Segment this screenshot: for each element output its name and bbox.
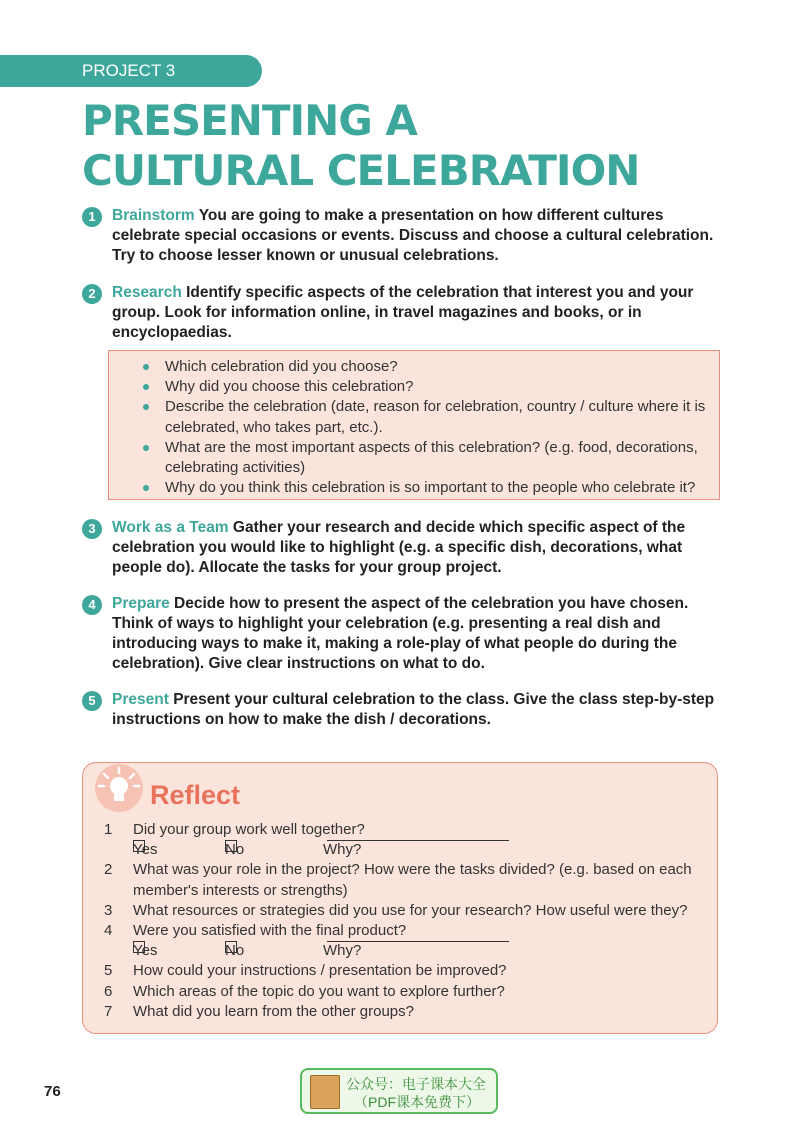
reflect-questions xyxy=(104,820,704,1022)
answer-line[interactable] xyxy=(327,941,509,942)
watermark-badge xyxy=(300,1068,498,1114)
list-item: 4 Were you satisfied with the final product? xyxy=(104,922,407,939)
page-title xyxy=(82,96,642,196)
lightbulb-icon xyxy=(92,762,146,812)
step-text: Decide how to present the aspect of the celebration you have chosen. Think of ways to highlight your celebration (e.g. presenting a real dish and introducing ways to make it, making a role-play of what people do during the celebration). Give clear instructions on what to do. xyxy=(112,595,689,672)
step-text: You are going to make a presentation on how different cultures celebrate special occasions or events. Discuss and choose a cultural celebration. Try to choose lesser known or unusual celebrations. xyxy=(112,207,714,264)
list-item: Which celebration did you choose? xyxy=(143,357,711,377)
step-keyword: Present xyxy=(112,691,169,708)
step-number: 5 xyxy=(82,691,102,711)
book-icon xyxy=(310,1075,340,1109)
bullet-icon xyxy=(143,485,149,491)
bullet-icon xyxy=(143,445,149,451)
list-item: Why do you think this celebration is so important to the people who celebrate it? xyxy=(143,478,711,498)
research-questions-box xyxy=(108,350,720,500)
list-item: 2 What was your role in the project? How were the tasks divided? (e.g. based on each member's interests or strengths) xyxy=(104,861,692,899)
step-number: 1 xyxy=(82,207,102,227)
step-number: 4 xyxy=(82,595,102,615)
step-keyword: Prepare xyxy=(112,595,170,612)
yes-no-why-row: Yes No Why? xyxy=(104,941,704,961)
bullet-icon xyxy=(143,384,149,390)
yes-no-why-row: Yes No Why? xyxy=(104,840,704,860)
step-text: Gather your research and decide which specific aspect of the celebration you would like to highlight (e.g. a specific dish, decorations, what people do). Allocate the tasks for your group project. xyxy=(112,519,686,576)
step-number: 2 xyxy=(82,284,102,304)
watermark-line: 公众号：电子课本大全 xyxy=(346,1076,486,1092)
list-item: 6 Which areas of the topic do you want to explore further? xyxy=(104,982,505,1000)
step-present xyxy=(82,690,722,730)
reflect-title: Reflect xyxy=(150,780,241,810)
bullet-icon xyxy=(143,404,149,410)
step-text: Present your cultural celebration to the class. Give the class step-by-step instructions on how to make the dish / decorations. xyxy=(112,691,715,728)
project-label: PROJECT 3 xyxy=(0,55,262,87)
list-item: Describe the celebration (date, reason for celebration, country / culture where it is celebrated, who takes part, etc.). xyxy=(143,397,711,437)
step-work-as-a-team xyxy=(82,518,722,578)
page-number: 76 xyxy=(44,1083,61,1100)
watermark-line: （PDF课本免费下） xyxy=(354,1094,480,1110)
list-item: 3 What resources or strategies did you use for your research? How useful were they? xyxy=(104,901,688,919)
bullet-icon xyxy=(143,364,149,370)
step-research xyxy=(82,283,722,343)
step-brainstorm xyxy=(82,206,722,266)
list-item: Why did you choose this celebration? xyxy=(143,377,711,397)
answer-line[interactable] xyxy=(327,840,509,841)
step-prepare xyxy=(82,594,722,674)
step-keyword: Research xyxy=(112,284,182,301)
step-text: Identify specific aspects of the celebration that interest you and your group. Look for information online, in travel magazines and books, or in encyclopaedias. xyxy=(112,284,694,341)
step-keyword: Brainstorm xyxy=(112,207,195,224)
list-item: 7 What did you learn from the other groups? xyxy=(104,1002,414,1020)
list-item: 5 How could your instructions / presentation be improved? xyxy=(104,962,507,980)
list-item: What are the most important aspects of this celebration? (e.g. food, decorations, celebrating activities) xyxy=(143,438,711,478)
list-item: 1 Did your group work well together? xyxy=(104,821,365,838)
page-title-text: PRESENTING A CULTURAL CELEBRATION xyxy=(82,96,640,195)
step-keyword: Work as a Team xyxy=(112,519,229,536)
step-number: 3 xyxy=(82,519,102,539)
